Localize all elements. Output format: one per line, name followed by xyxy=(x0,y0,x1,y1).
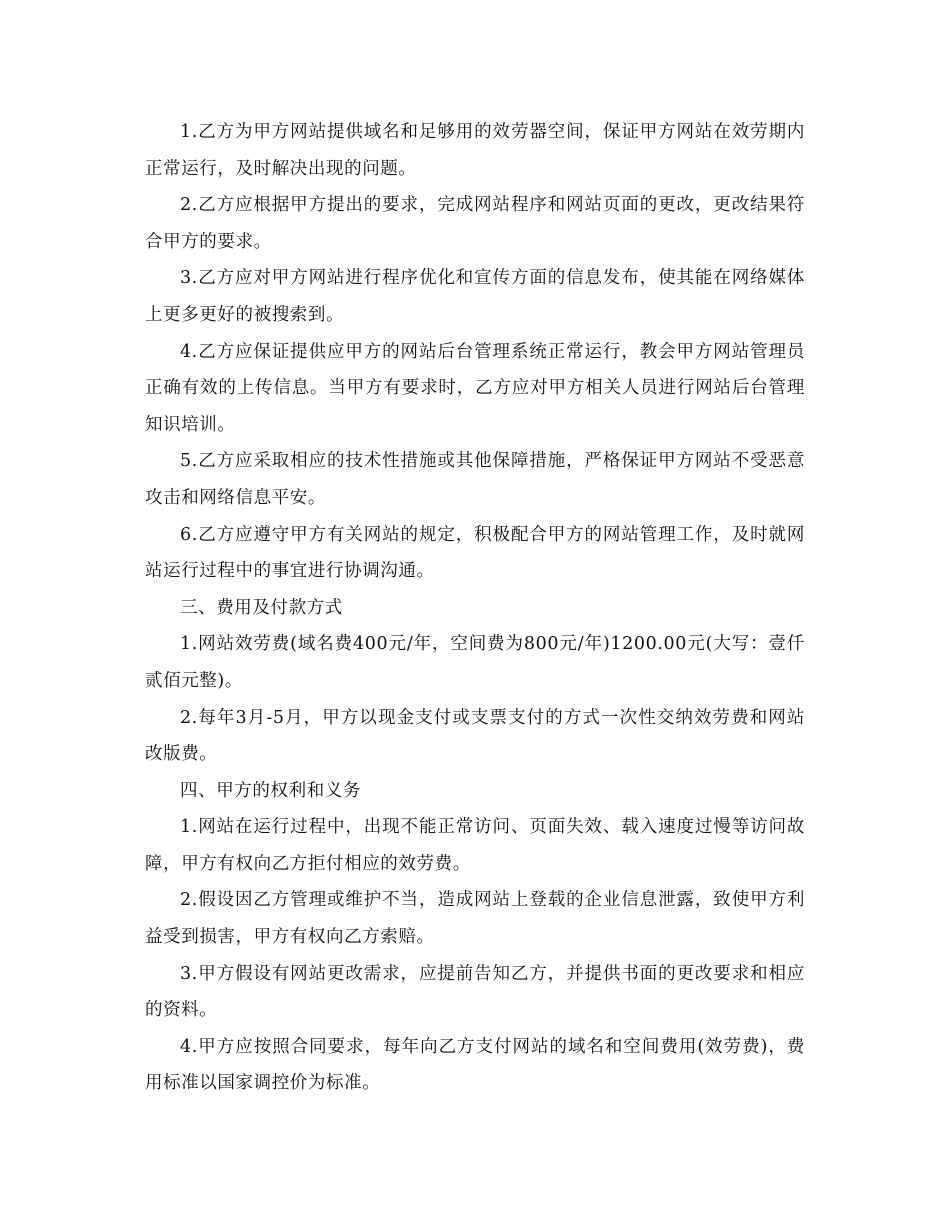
section-heading-party-a-rights: 四、甲方的权利和义务 xyxy=(180,780,361,801)
clause-b-1: 1.乙方为甲方网站提供域名和足够用的效劳器空间，保证甲方网站在效劳期内正常运行，及时解决出现的问题。 xyxy=(145,122,805,179)
clause-b-5: 5.乙方应采取相应的技术性措施或其他保障措施，严格保证甲方网站不受恶意攻击和网络信息平安。 xyxy=(145,451,805,508)
clause-b-2: 2.乙方应根据甲方提出的要求，完成网站程序和网站页面的更改，更改结果符合甲方的要求。 xyxy=(145,195,805,252)
clause-b-6: 6.乙方应遵守甲方有关网站的规定，积极配合甲方的网站管理工作，及时就网站运行过程中的事宜进行协调沟通。 xyxy=(145,524,805,582)
clause-b-3: 3.乙方应对甲方网站进行程序优化和宣传方面的信息发布，使其能在网络媒体上更多更好的被搜索到。 xyxy=(145,268,805,325)
document-body xyxy=(145,114,805,1102)
clause-fees-1: 1.网站效劳费(域名费400元/年，空间费为800元/年)1200.00元(大写：壹仟贰佰元整)。 xyxy=(145,634,805,691)
clause-a-2: 2.假设因乙方管理或维护不当，造成网站上登载的企业信息泄露，致使甲方利益受到损害，甲方有权向乙方索赔。 xyxy=(145,890,805,948)
clause-a-1: 1.网站在运行过程中，出现不能正常访问、页面失效、载入速度过慢等访问故障，甲方有权向乙方拒付相应的效劳费。 xyxy=(145,817,805,874)
clause-b-4: 4.乙方应保证提供应甲方的网站后台管理系统正常运行，教会甲方网站管理员正确有效的上传信息。当甲方有要求时，乙方应对甲方相关人员进行网站后台管理知识培训。 xyxy=(145,341,805,435)
clause-a-3: 3.甲方假设有网站更改需求，应提前告知乙方，并提供书面的更改要求和相应的资料。 xyxy=(145,963,805,1021)
section-heading-fees: 三、费用及付款方式 xyxy=(180,597,343,618)
clause-a-4: 4.甲方应按照合同要求，每年向乙方支付网站的域名和空间费用(效劳费)，费用标准以国家调控价为标准。 xyxy=(145,1036,805,1094)
clause-fees-2: 2.每年3月-5月，甲方以现金支付或支票支付的方式一次性交纳效劳费和网站改版费。 xyxy=(145,707,805,765)
